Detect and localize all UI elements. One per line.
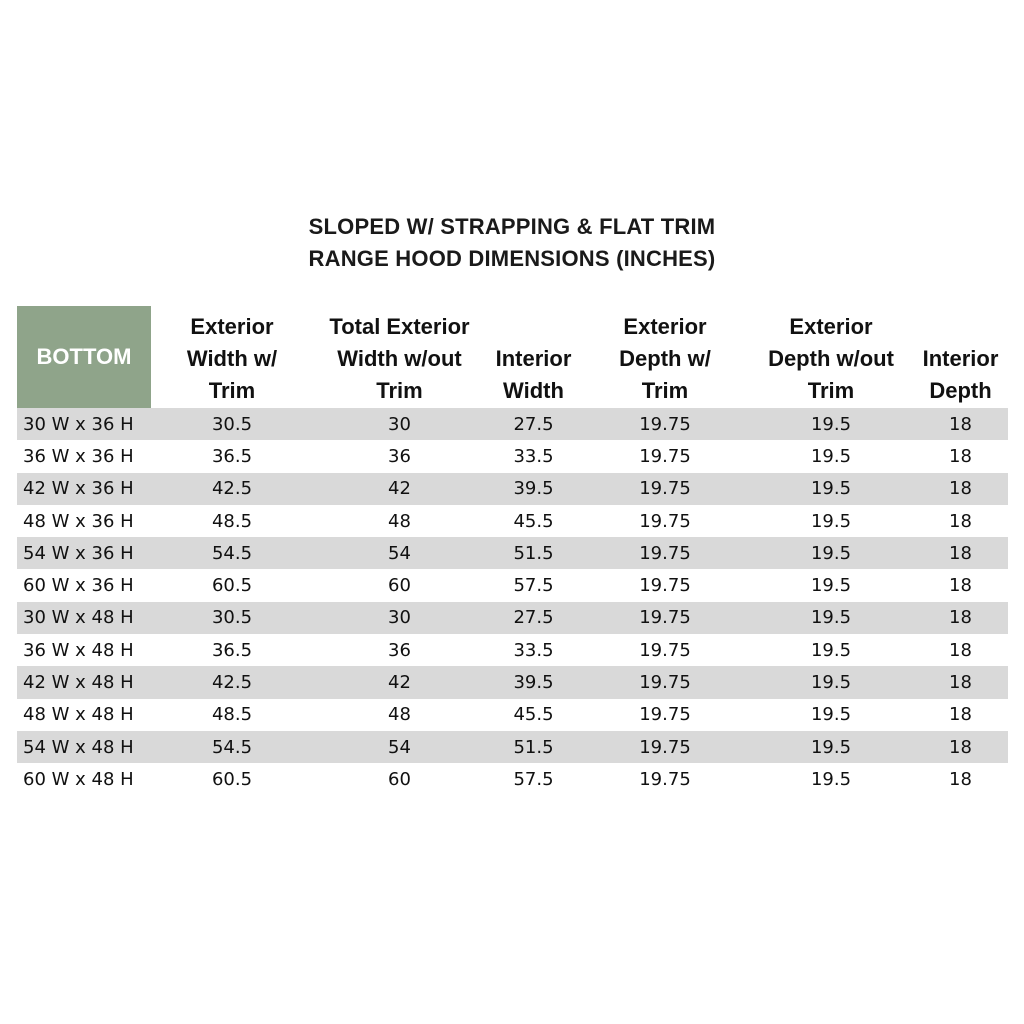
table-row [17,569,1008,601]
cell-exterior-depth-with-trim: 19.75 [581,666,749,698]
cell-exterior-depth-with-trim: 19.75 [581,408,749,440]
cell-exterior-depth-without-trim: 19.5 [749,666,913,698]
table-row [17,408,1008,440]
table-row [17,505,1008,537]
cell-interior-width: 57.5 [513,768,554,790]
row-size-label: 30 W x 36 H [17,408,151,440]
cell-exterior-width-with-trim: 30.5 [151,602,313,634]
header-line: Trim [208,378,256,403]
cell-interior-width: 33.5 [513,639,554,661]
cell-exterior-depth-without-trim: 19.5 [749,473,913,505]
table-row [17,699,1008,731]
cell-exterior-depth-with-trim: 19.75 [639,510,691,532]
cell-exterior-depth-without-trim: 19.5 [810,768,852,790]
cell-exterior-width-with-trim: 48.5 [211,510,253,532]
cell-exterior-width-with-trim: 54.5 [151,731,313,763]
cell-exterior-width-with-trim: 48.5 [211,704,253,726]
cell-total-exterior-width-without-trim: 36 [388,639,411,661]
header-line: Depth [929,378,992,403]
cell-exterior-width-with-trim: 36.5 [211,445,253,467]
cell-interior-depth: 18 [913,473,1008,505]
cell-exterior-depth-without-trim: 19.5 [810,510,852,532]
cell-exterior-width-with-trim: 30.5 [151,408,313,440]
cell-interior-depth: 18 [949,445,972,467]
cell-exterior-width-with-trim: 54.5 [151,537,313,569]
row-size-label: 48 W x 36 H [23,510,134,532]
header-line: Interior [495,346,572,371]
cell-total-exterior-width-without-trim: 48 [388,510,411,532]
col-header-exterior-depth-without-trim [749,306,913,408]
cell-exterior-depth-without-trim: 19.5 [810,704,852,726]
row-size-label: 60 W x 36 H [23,575,134,597]
cell-exterior-depth-without-trim: 19.5 [810,445,852,467]
header-line: Trim [807,378,855,403]
header-line: Exterior [789,314,873,339]
row-size-label: 42 W x 48 H [17,666,151,698]
cell-exterior-depth-with-trim: 19.75 [581,731,749,763]
page-title [0,211,1024,275]
dimensions-table [17,306,1008,796]
cell-exterior-width-with-trim: 60.5 [211,575,253,597]
cell-exterior-depth-without-trim: 19.5 [749,602,913,634]
title-line-2: RANGE HOOD DIMENSIONS (INCHES) [308,246,716,271]
cell-exterior-depth-with-trim: 19.75 [639,768,691,790]
cell-interior-width: 51.5 [486,731,581,763]
cell-total-exterior-width-without-trim: 48 [388,704,411,726]
header-line: Exterior [190,314,274,339]
header-line: Width w/out [337,346,462,371]
header-line: Width w/ [186,346,278,371]
cell-total-exterior-width-without-trim: 60 [388,575,411,597]
cell-total-exterior-width-without-trim: 30 [313,602,486,634]
cell-exterior-width-with-trim: 42.5 [151,666,313,698]
cell-exterior-width-with-trim: 36.5 [211,639,253,661]
col-header-interior-width [486,306,581,408]
title-line-1: SLOPED W/ STRAPPING & FLAT TRIM [308,214,716,239]
table-row [17,666,1008,698]
cell-interior-depth: 18 [949,704,972,726]
header-line: Total Exterior [329,314,470,339]
cell-interior-width: 39.5 [486,666,581,698]
header-line: Width [503,378,564,403]
cell-interior-width: 39.5 [486,473,581,505]
cell-total-exterior-width-without-trim: 42 [313,666,486,698]
row-size-label: 54 W x 48 H [17,731,151,763]
cell-total-exterior-width-without-trim: 54 [313,537,486,569]
cell-interior-width: 57.5 [513,575,554,597]
cell-total-exterior-width-without-trim: 54 [313,731,486,763]
cell-total-exterior-width-without-trim: 42 [313,473,486,505]
cell-exterior-width-with-trim: 42.5 [151,473,313,505]
cell-interior-width: 27.5 [486,602,581,634]
header-line: Depth w/out [768,346,894,371]
cell-interior-depth: 18 [913,666,1008,698]
cell-total-exterior-width-without-trim: 30 [313,408,486,440]
cell-exterior-depth-with-trim: 19.75 [639,704,691,726]
table-row [17,440,1008,472]
header-row [17,306,1008,408]
table-row [17,731,1008,763]
row-size-label: 60 W x 48 H [23,768,134,790]
cell-total-exterior-width-without-trim: 36 [388,445,411,467]
header-line: Trim [376,378,423,403]
cell-interior-width: 45.5 [513,510,554,532]
row-size-label: 48 W x 48 H [23,704,134,726]
cell-exterior-depth-with-trim: 19.75 [581,602,749,634]
cell-exterior-depth-without-trim: 19.5 [810,575,852,597]
cell-interior-width: 27.5 [486,408,581,440]
corner-header-bottom: BOTTOM [17,306,151,408]
cell-exterior-depth-without-trim: 19.5 [810,639,852,661]
cell-interior-depth: 18 [913,602,1008,634]
header-line: Depth w/ [619,346,711,371]
row-size-label: 30 W x 48 H [17,602,151,634]
cell-exterior-depth-with-trim: 19.75 [639,445,691,467]
col-header-exterior-width-with-trim [151,306,313,408]
header-line: Trim [641,378,689,403]
cell-exterior-width-with-trim: 60.5 [211,768,253,790]
col-header-total-exterior-width-without-trim [313,306,486,408]
cell-exterior-depth-with-trim: 19.75 [639,639,691,661]
cell-exterior-depth-without-trim: 19.5 [749,731,913,763]
row-size-label: 36 W x 36 H [23,445,134,467]
col-header-interior-depth [913,306,1008,408]
cell-exterior-depth-without-trim: 19.5 [749,537,913,569]
table-row [17,473,1008,505]
row-size-label: 54 W x 36 H [17,537,151,569]
header-line: Exterior [623,314,707,339]
table-row [17,763,1008,795]
cell-interior-depth: 18 [949,510,972,532]
cell-interior-depth: 18 [949,575,972,597]
table-row [17,634,1008,666]
table-row [17,602,1008,634]
cell-exterior-depth-with-trim: 19.75 [581,537,749,569]
header-line: Interior [922,346,999,371]
cell-exterior-depth-with-trim: 19.75 [639,575,691,597]
cell-exterior-depth-without-trim: 19.5 [749,408,913,440]
cell-interior-depth: 18 [913,537,1008,569]
table-row [17,537,1008,569]
cell-interior-depth: 18 [913,408,1008,440]
cell-interior-width: 33.5 [513,445,554,467]
row-size-label: 36 W x 48 H [23,639,134,661]
cell-total-exterior-width-without-trim: 60 [388,768,411,790]
cell-interior-width: 51.5 [486,537,581,569]
cell-interior-depth: 18 [949,768,972,790]
cell-exterior-depth-with-trim: 19.75 [581,473,749,505]
cell-interior-depth: 18 [949,639,972,661]
col-header-exterior-depth-with-trim [581,306,749,408]
cell-interior-depth: 18 [913,731,1008,763]
row-size-label: 42 W x 36 H [17,473,151,505]
cell-interior-width: 45.5 [513,704,554,726]
